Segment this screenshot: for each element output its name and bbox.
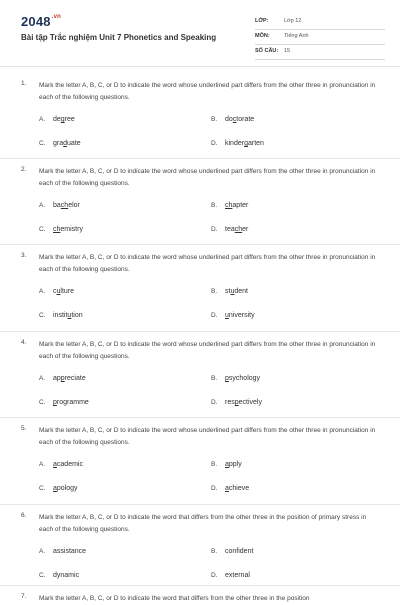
question-number: 2. [21,166,27,173]
underlined-part: a [53,461,57,468]
option-word: apply [225,461,242,468]
option-letter: A. [39,288,46,295]
question-number: 3. [21,252,27,259]
option-letter: A. [39,375,46,382]
question-divider [0,331,400,332]
underlined-part: a [53,485,57,492]
option-word: confident [225,548,254,555]
option-letter: B. [211,288,218,295]
question-divider [0,504,400,505]
option-letter: C. [39,226,46,233]
option-letter: C. [39,312,46,319]
underlined-part: u [67,312,72,319]
question-text: Mark the letter A, B, C, or D to indicate the word whose underlined part differs from the other three in pronunciation in each of the following questions. [39,427,376,446]
option-letter: D. [211,312,218,319]
answer-option[interactable] [211,572,250,579]
option-letter: D. [211,140,218,147]
option-letter: B. [211,375,218,382]
option-letter: B. [211,548,218,555]
underlined-part: g [60,116,65,123]
answer-option[interactable] [39,548,86,555]
option-word: chemistry [53,226,83,233]
meta-subject-row [255,29,385,45]
option-letter: C. [39,140,46,147]
answer-option[interactable] [39,572,79,579]
answer-option[interactable] [39,288,74,295]
option-letter: C. [39,485,46,492]
question-number: 6. [21,512,27,519]
meta-count-row [255,44,385,60]
answer-option[interactable] [39,461,83,468]
option-letter: A. [39,116,46,123]
question-text: Mark the letter A, B, C, or D to indicate the word whose underlined part differs from the other three in pronunciation in each of the following questions. [39,82,376,101]
meta-subject-label: MÔN: [255,33,270,39]
underlined-part: p [53,399,57,406]
option-letter: B. [211,202,218,209]
underlined-part: a [225,485,229,492]
underlined-part: c [232,116,237,123]
option-word: student [225,288,248,295]
option-word: degree [53,116,75,123]
meta-class-value: Lớp 12 [284,18,302,24]
header-divider [0,66,400,67]
option-letter: A. [39,202,46,209]
option-letter: D. [211,226,218,233]
underlined-part: ch [234,226,243,233]
option-letter: A. [39,548,46,555]
answer-option[interactable] [39,399,89,406]
underlined-part: u [225,312,229,319]
option-letter: B. [211,116,218,123]
underlined-part: g [244,140,248,147]
logo-text: 2048 [21,14,51,29]
option-word: dynamic [53,572,80,579]
option-letter: D. [211,485,218,492]
answer-option[interactable] [211,399,262,406]
option-word: institution [53,312,83,319]
option-word: chapter [225,202,249,209]
option-word: culture [53,288,75,295]
option-letter: A. [39,461,46,468]
question-text: Mark the letter A, B, C, or D to indicate the word that differs from the other three in the position [39,595,310,602]
option-letter: C. [39,572,46,579]
question-number: 1. [21,80,27,87]
question-text: Mark the letter A, B, C, or D to indicate the word that differs from the other three in the position of primary stress in each of the following questions. [39,514,367,533]
meta-count-value: 15 [284,48,291,54]
underlined-part: ch [225,202,233,209]
answer-option[interactable] [211,226,248,233]
option-letter: D. [211,572,218,579]
underlined-part: u [56,288,61,295]
question-text: Mark the letter A, B, C, or D to indicate the word whose underlined part differs from the other three in pronunciation in each of the following questions. [39,341,376,360]
option-word: respectively [225,399,262,406]
meta-count-label: SỐ CÂU: [255,48,279,54]
option-word: assistance [53,548,87,555]
answer-option[interactable] [39,485,78,492]
answer-option[interactable] [39,140,81,147]
option-word: programme [53,399,89,406]
option-letter: C. [39,399,46,406]
underlined-part: p [234,399,239,406]
underlined-part: ch [60,202,69,209]
meta-class-label: LỚP: [255,18,269,24]
option-letter: B. [211,461,218,468]
answer-option[interactable] [211,461,242,468]
underlined-part: d [63,140,68,147]
question-divider [0,585,400,586]
answer-option[interactable] [211,312,255,319]
question-divider [0,417,400,418]
answer-option[interactable] [39,116,75,123]
meta-subject-value: Tiếng Anh [284,33,309,39]
answer-option[interactable] [211,485,249,492]
answer-option[interactable] [39,202,80,209]
answer-option[interactable] [39,375,86,382]
answer-option[interactable] [211,140,264,147]
option-word: teacher [225,226,249,233]
site-logo[interactable] [21,14,61,29]
underlined-part: ch [53,226,61,233]
answer-option[interactable] [211,202,248,209]
question-number: 7. [21,593,27,600]
worksheet-title: Bài tập Trắc nghiệm Unit 7 Phonetics and Speaking [21,33,217,42]
meta-class-row [255,14,385,30]
worksheet-header [0,0,400,62]
answer-option[interactable] [211,116,254,123]
option-word: graduate [53,140,81,147]
question-divider [0,158,400,159]
option-word: psychology [225,375,261,382]
option-word: doctorate [225,116,255,123]
option-word: external [225,572,250,579]
question-number: 4. [21,339,27,346]
option-letter: D. [211,399,218,406]
answer-option[interactable] [211,288,248,295]
answer-option[interactable] [39,226,83,233]
answer-option[interactable] [211,548,253,555]
logo-suffix: .vn [51,14,62,20]
underlined-part: p [60,375,65,382]
question-text: Mark the letter A, B, C, or D to indicate the word whose underlined part differs from the other three in pronunciation in each of the following questions. [39,168,376,187]
option-word: bachelor [53,202,80,209]
option-word: academic [53,461,83,468]
underlined-part: p [225,375,229,382]
underlined-part: u [230,288,235,295]
answer-option[interactable] [39,312,83,319]
option-word: kindergarten [225,140,264,147]
option-word: apology [53,485,78,492]
question-divider [0,244,400,245]
underlined-part: a [225,461,229,468]
option-word: university [225,312,255,319]
option-word: appreciate [53,375,86,382]
question-number: 5. [21,425,27,432]
answer-option[interactable] [211,375,260,382]
option-word: achieve [225,485,250,492]
question-text: Mark the letter A, B, C, or D to indicate the word whose underlined part differs from the other three in pronunciation in each of the following questions. [39,254,376,273]
